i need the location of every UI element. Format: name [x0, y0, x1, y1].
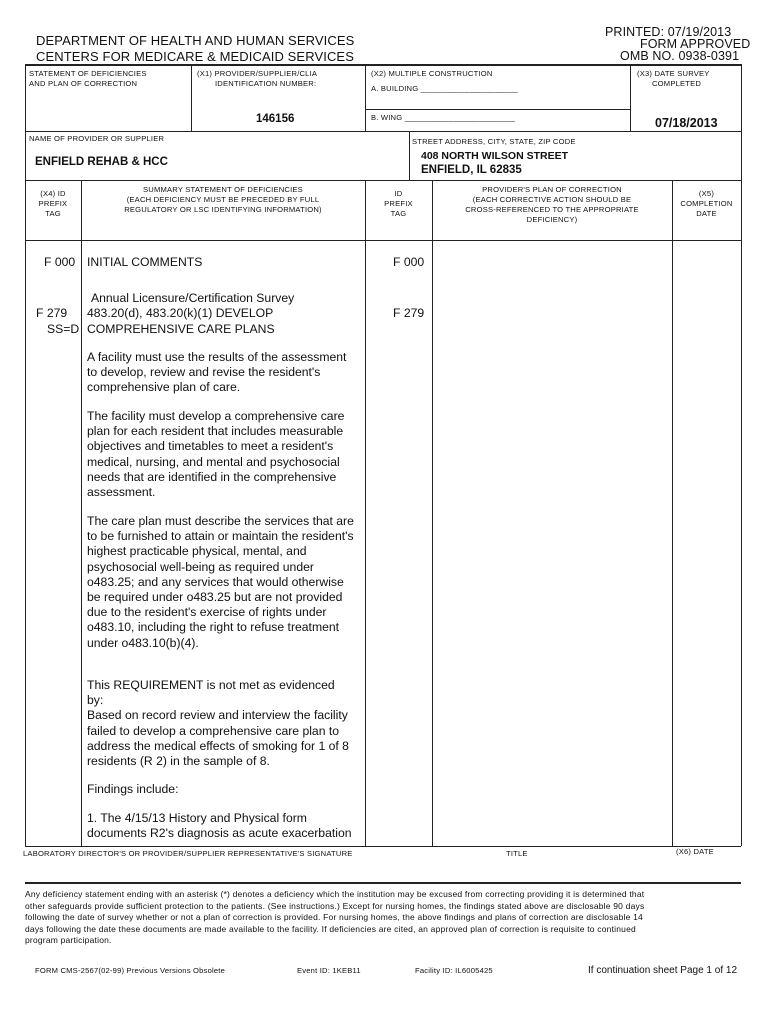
regulation-line-1: 483.20(d), 483.20(k)(1) DEVELOP	[87, 306, 274, 320]
department-name: DEPARTMENT OF HEALTH AND HUMAN SERVICES	[36, 33, 355, 48]
event-id: Event ID: 1KEB11	[297, 966, 361, 975]
building-field: A. BUILDING ______________________	[371, 84, 518, 93]
summary-header-1: SUMMARY STATEMENT OF DEFICIENCIES	[143, 185, 303, 194]
initial-comments-heading: INITIAL COMMENTS	[87, 255, 203, 269]
provider-number: 146156	[256, 113, 295, 125]
id-header-1: ID	[394, 189, 403, 198]
street-address: 408 NORTH WILSON STREET	[421, 150, 569, 162]
x3-label-1: (X3) DATE SURVEY	[637, 69, 710, 78]
plan-header-1: PROVIDER'S PLAN OF CORRECTION	[482, 185, 622, 194]
survey-type: Annual Licensure/Certification Survey	[91, 291, 295, 305]
box-right-border	[741, 64, 742, 846]
city-state-zip: ENFIELD, IL 62835	[421, 164, 522, 176]
x1-label-2: IDENTIFICATION NUMBER:	[215, 79, 317, 88]
x4-header-3: TAG	[45, 209, 61, 218]
agency-name: CENTERS FOR MEDICARE & MEDICAID SERVICES	[36, 49, 354, 64]
regulation-line-2: COMPREHENSIVE CARE PLANS	[87, 322, 275, 336]
signature-bottom-line	[25, 882, 741, 884]
summary-header-2: (EACH DEFICIENCY MUST BE PRECEDED BY FULL	[126, 195, 320, 204]
signature-top-line	[25, 846, 741, 847]
plan-header-2: (EACH CORRECTIVE ACTION SHOULD BE	[472, 195, 632, 204]
scope-severity: SS=D	[47, 322, 80, 336]
disclaimer-text: Any deficiency statement ending with an asterisk (*) denotes a deficiency which the institution may be excused from correcting providing it is determined that other safeguards provide sufficient protection to the patients. (See instructions.) Except for nursing homes, the findings stated above are disclosable 90 days following the date of survey whether or not a plan of correction is provided. For nursing homes, the above findings and plans of correction are disclosable 14 days following the date these documents are made available to the facility. If deficiencies are cited, an approved plan of correction is requisite to continued program participation.	[25, 889, 645, 945]
x6-date-label: (X6) DATE	[676, 847, 714, 856]
id-header-2: PREFIX	[384, 199, 413, 208]
row-divider-1	[25, 131, 741, 132]
facility-id: Facility ID: IL6005425	[415, 966, 493, 975]
form-approved: FORM APPROVED	[640, 37, 751, 51]
page-number: If continuation sheet Page 1 of 12	[588, 965, 737, 976]
x1-left-border	[191, 64, 192, 131]
row-divider-2	[25, 180, 741, 181]
omb-number: OMB NO. 0938-0391	[620, 49, 740, 63]
x5-header-1: (X5)	[698, 189, 715, 198]
x2-label: (X2) MULTIPLE CONSTRUCTION	[371, 69, 493, 78]
signature-label: LABORATORY DIRECTOR'S OR PROVIDER/SUPPLIER REPRESENTATIVE'S SIGNATURE	[23, 849, 353, 858]
statement-label-1: STATEMENT OF DEFICIENCIES	[29, 69, 147, 78]
address-label: STREET ADDRESS, CITY, STATE, ZIP CODE	[412, 137, 576, 146]
top-border	[25, 64, 741, 66]
x5-header-2: COMPLETION	[680, 199, 733, 208]
survey-completed-date: 07/18/2013	[655, 116, 718, 130]
provider-name-label: NAME OF PROVIDER OR SUPPLIER	[29, 134, 165, 143]
paragraph-assessment: A facility must use the results of the assessment to develop, review and revise the resident's comprehensive plan of care.	[87, 350, 347, 395]
column-line-x4	[81, 180, 82, 846]
paragraph-findings: Findings include:	[87, 782, 179, 796]
paragraph-requirement: This REQUIREMENT is not met as evidenced by: Based on record review and interview the facility failed to develop a comprehensive care plan to address the medical effects of smoking for 1 of 8 residents (R 2) in the sample of 8.	[87, 678, 349, 769]
form-id: FORM CMS-2567(02-99) Previous Versions Obsolete	[35, 966, 226, 975]
plan-header-3: CROSS-REFERENCED TO THE APPROPRIATE	[465, 205, 639, 214]
wing-field: B. WING _________________________	[371, 113, 516, 122]
column-line-id	[432, 180, 433, 846]
printed-date: PRINTED: 07/19/2013	[605, 25, 732, 39]
paragraph-care-plan: The facility must develop a comprehensive care plan for each resident that includes measurable objectives and timetables to meet a resident's medical, nursing, and mental and psychosocial needs that are identified in the comprehensive assessment.	[87, 409, 345, 500]
statement-label-2: AND PLAN OF CORRECTION	[29, 79, 138, 88]
id-header-3: TAG	[390, 209, 407, 218]
tag-f000-right: F 000	[393, 255, 425, 269]
x3-left-border	[630, 64, 631, 131]
x2-left-border	[365, 64, 366, 131]
column-header-divider	[25, 240, 741, 241]
x1-label-1: (X1) PROVIDER/SUPPLIER/CLIA	[197, 69, 318, 78]
x3-label-2: COMPLETED	[652, 79, 702, 88]
address-left-border	[409, 131, 410, 180]
wing-divider	[365, 109, 630, 110]
column-line-plan	[672, 180, 673, 846]
paragraph-services: The care plan must describe the services that are to be furnished to attain or maintain the resident's highest practicable physical, mental, and psychosocial well-being as required under o483.25; and any services that would otherwise be required under o483.25 but are not provided due to the resident's exercise of rights under o483.10, including the right to refuse treatment under o483.10(b)(4).	[87, 514, 354, 650]
x4-header-2: PREFIX	[38, 199, 68, 208]
x4-header-1: (X4) ID	[40, 189, 66, 198]
title-label: TITLE	[506, 849, 528, 858]
tag-f000-left: F 000	[44, 255, 76, 269]
provider-name: ENFIELD REHAB & HCC	[35, 156, 168, 168]
box-left-border	[25, 64, 26, 846]
tag-f279-right: F 279	[393, 306, 425, 320]
x5-header-3: DATE	[696, 209, 717, 218]
paragraph-history: 1. The 4/15/13 History and Physical form documents R2's diagnosis as acute exacerbation	[87, 811, 352, 841]
plan-header-4: DEFICIENCY)	[526, 215, 578, 224]
tag-f279-left: F 279	[36, 306, 68, 320]
summary-header-3: REGULATORY OR LSC IDENTIFYING INFORMATION)	[124, 205, 322, 214]
